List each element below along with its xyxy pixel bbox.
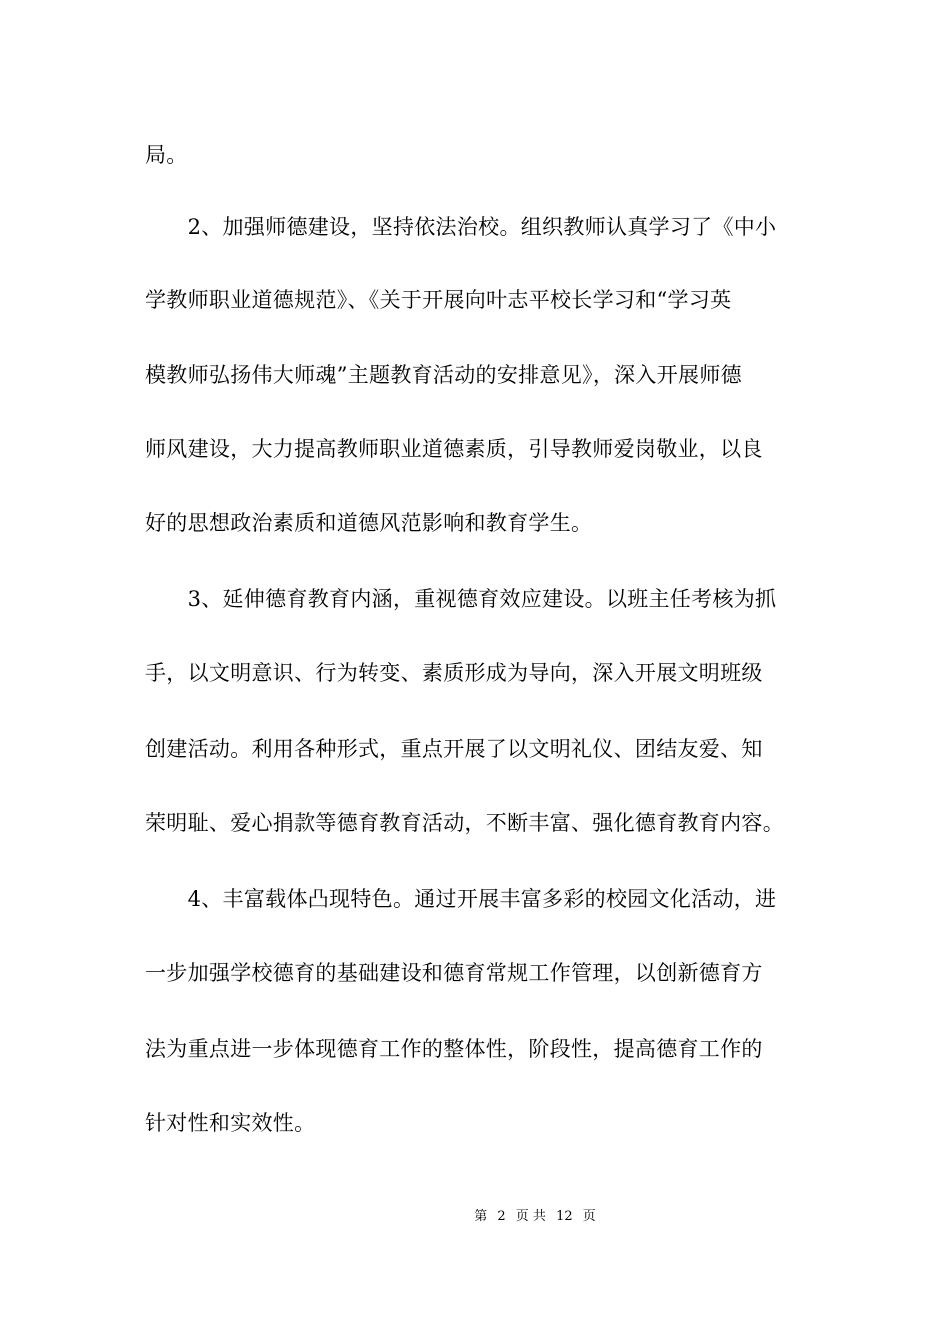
footer-total-pages: 12: [556, 1209, 573, 1224]
page-footer: [0, 1208, 950, 1226]
text-line-1: 局。: [145, 143, 188, 167]
text-line-12: 一步加强学校德育的基础建设和德育常规工作管理，以创新德育方: [145, 961, 763, 985]
footer-suffix: 页: [582, 1209, 596, 1224]
text-line-5: 师风建设，大力提高教师职业道德素质，引导教师爱岗敬业，以良: [145, 437, 763, 461]
text-line-4: 模教师弘扬伟大师魂”主题教育活动的安排意见》，深入开展师德: [145, 363, 742, 387]
text-line-6: 好的思想政治素质和道德风范影响和教育学生。: [145, 511, 593, 535]
footer-page-number: 2: [497, 1209, 506, 1224]
text-line-14: 针对性和实效性。: [145, 1111, 316, 1135]
text-line-8: 手，以文明意识、行为转变、素质形成为导向，深入开展文明班级: [145, 661, 763, 685]
footer-mid: 页 共: [515, 1209, 546, 1224]
text-line-2: 2、加强师德建设，坚持依法治校。组织教师认真学习了《中小: [145, 215, 777, 239]
footer-prefix: 第: [474, 1209, 488, 1224]
text-line-11: 4、丰富载体凸现特色。通过开展丰富多彩的校园文化活动，进: [145, 887, 777, 911]
text-line-13: 法为重点进一步体现德育工作的整体性，阶段性，提高德育工作的: [145, 1037, 763, 1061]
text-line-9: 创建活动。利用各种形式，重点开展了以文明礼仪、团结友爱、知: [145, 737, 763, 761]
text-line-7: 3、延伸德育教育内涵，重视德育效应建设。以班主任考核为抓: [145, 587, 777, 611]
text-line-3: 学教师职业道德规范》、《关于开展向叶志平校长学习和“学习英: [145, 288, 732, 312]
text-line-10: 荣明耻、爱心捐款等德育教育活动，不断丰富、强化德育教育内容。: [145, 811, 784, 835]
